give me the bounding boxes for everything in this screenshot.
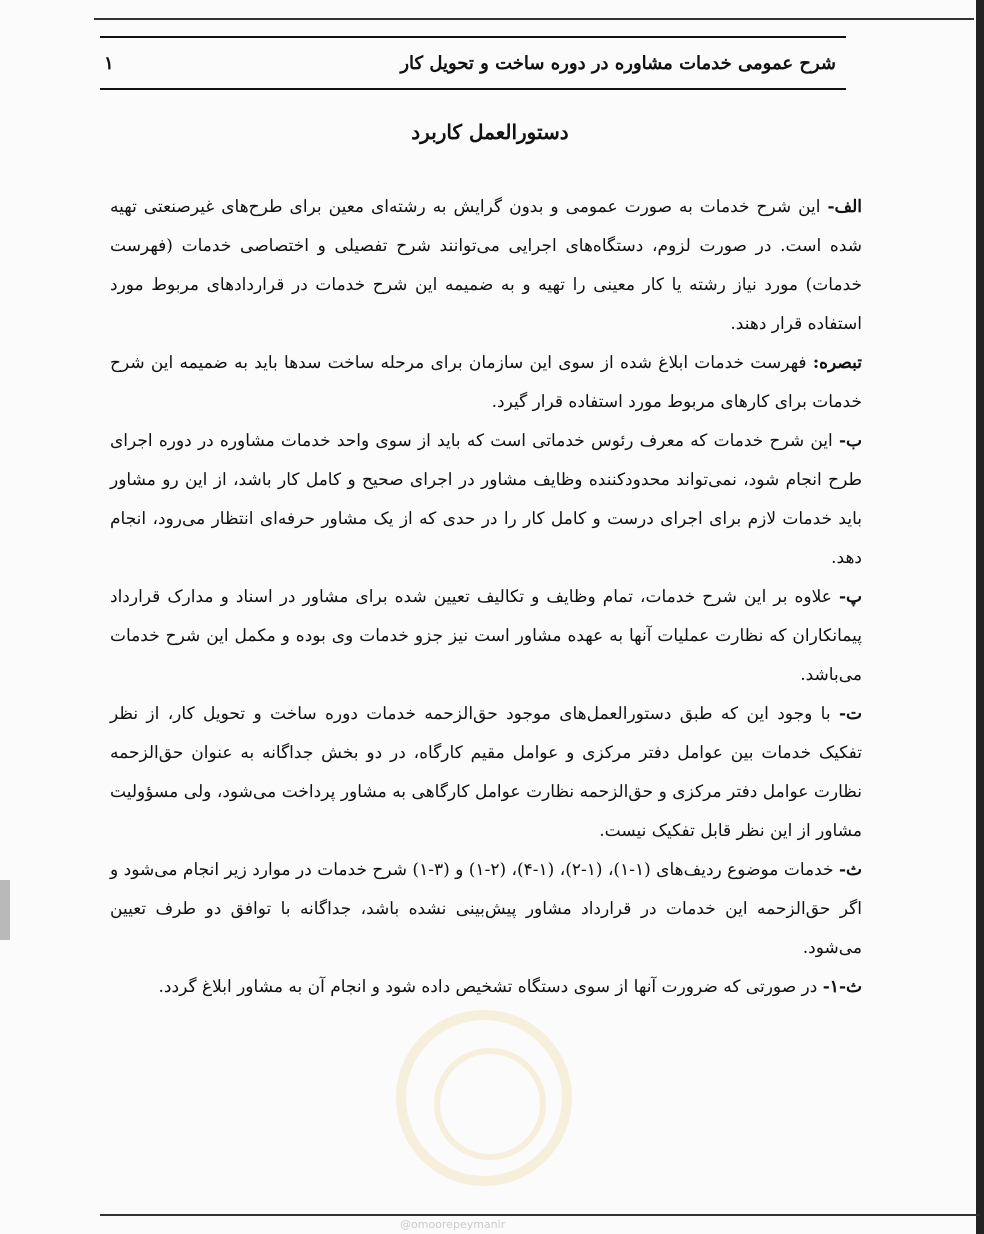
paragraph-text: خدمات موضوع ردیف‌های (۱-۱)، (۱-۲)، (۱-۴)، (۲-۱) و (۳-۱) شرح خدمات در موارد زیر انجام می‌شود و اگر حق‌الزحمه این خدمات در قرارداد مشاور پیش‌بینی نشده باشد، جداگانه با توافق دو طرف تعیین می‌شود. [110, 860, 862, 958]
paragraph-label: تبصره: [812, 353, 862, 373]
scan-left-mark [0, 880, 10, 940]
paragraph-text: علاوه بر این شرح خدمات، تمام وظایف و تکالیف تعیین شده برای مشاور در اسناد و مدارک قرارداد پیمانکاران که نظارت عملیات آنها به عهده مشاور است نیز جزو خدمات وی بوده و مکمل این شرح خدمات می‌باشد. [110, 587, 862, 685]
paragraph-text: در صورتی که ضرورت آنها از سوی دستگاه تشخیص داده شود و انجام آن به مشاور ابلاغ گردد. [158, 977, 823, 997]
scan-top-edge [94, 0, 974, 20]
paragraph-label: الف- [827, 197, 862, 217]
paragraph-text: با وجود این که طبق دستورالعمل‌های موجود حق‌الزحمه خدمات دوره ساخت و تحویل کار، از نظر تفکیک خدمات بین عوامل دفتر مرکزی و عوامل مقیم کارگاه، در دو بخش جداگانه به عنوان حق‌الزحمه نظارت عوامل دفتر مرکزی و حق‌الزحمه نظارت عوامل کارگاهی به مشاور پرداخت می‌شود، ولی مسؤولیت مشاور از این نظر قابل تفکیک نیست. [110, 704, 862, 841]
paragraph-se [110, 851, 862, 968]
paragraph-label: ث-۱- [822, 977, 862, 997]
watermark-seal [396, 1010, 572, 1186]
paragraph-tabsare [110, 344, 862, 422]
bottom-rule [100, 1214, 980, 1216]
paragraph-label: ت- [838, 704, 862, 724]
page-number: ۱ [104, 52, 114, 74]
paragraph-be [110, 422, 862, 578]
paragraph-se1 [110, 968, 862, 1007]
paragraph-label: پ- [838, 587, 862, 607]
document-body [110, 188, 862, 1007]
watermark-site-text: @omoorepeymanir [400, 1218, 506, 1231]
header-title: شرح عمومی خدمات مشاوره در دوره ساخت و تحویل کار [400, 52, 836, 74]
paragraph-text: فهرست خدمات ابلاغ شده از سوی این سازمان برای مرحله ساخت سدها باید به ضمیمه این شرح خدمات برای کارهای مربوط مورد استفاده قرار گیرد. [110, 353, 862, 412]
paragraph-label: ب- [838, 431, 862, 451]
paragraph-label: ث- [838, 860, 863, 880]
document-title: دستورالعمل کاربرد [411, 120, 569, 144]
paragraph-te [110, 695, 862, 851]
paragraph-alef [110, 188, 862, 344]
paragraph-pe [110, 578, 862, 695]
paragraph-text: این شرح خدمات به صورت عمومی و بدون گرایش به رشته‌ای معین برای طرح‌های غیرصنعتی تهیه شده است. در صورت لزوم، دستگاه‌های اجرایی می‌توانند شرح تفصیلی و اختصاصی خدمات (فهرست خدمات) مورد نیاز رشته یا کار معینی را تهیه و به ضمیمه این شرح خدمات در قراردادهای مربوط مورد استفاده قرار دهند. [110, 197, 863, 334]
running-header [100, 36, 846, 90]
scan-right-edge [976, 0, 984, 1234]
paragraph-text: این شرح خدمات که معرف رئوس خدماتی است که باید از سوی واحد خدمات مشاوره در دوره اجرای طرح انجام شود، نمی‌تواند محدودکننده وظایف مشاور در اجرای صحیح و کامل کار باشد، از این رو مشاور باید خدمات لازم برای اجرای درست و کامل کار را در حدی که از یک مشاور حرفه‌ای انتظار می‌رود، انجام دهد. [110, 431, 862, 568]
